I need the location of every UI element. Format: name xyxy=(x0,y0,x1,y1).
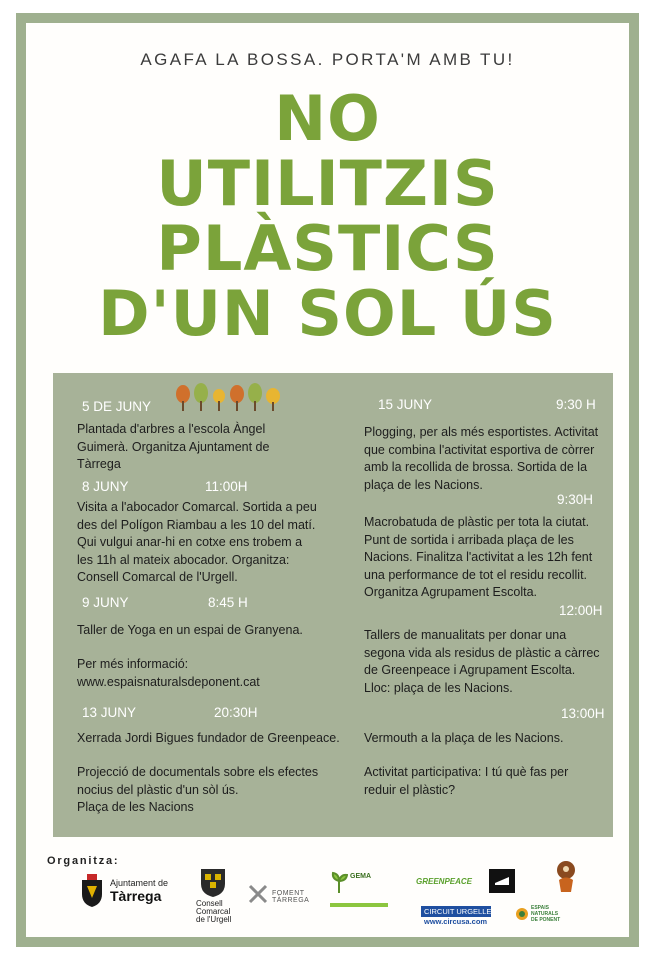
tree-icon xyxy=(230,385,244,411)
film-icon xyxy=(489,869,515,893)
title-line-4: D'UN SOL ÚS xyxy=(98,277,557,350)
event-description: Activitat participativa: I tú què fas per reduir el plàstic? xyxy=(364,765,569,797)
page-title xyxy=(0,82,655,350)
event-description: Taller de Yoga en un espai de Granyena. xyxy=(77,623,303,637)
event-date: 15 JUNY xyxy=(378,397,433,412)
event-description: Visita a l'abocador Comarcal. Sortida a peu des del Polígon Riambau a les 10 del matí. Qui vulgui anar-hi en cotxe ens trobem a les 11h al mateix abocador. Organitza: Consell Comarcal de l'Urgell. xyxy=(77,500,317,584)
tree-icon xyxy=(266,388,280,411)
greenpeace-logo: GREENPEACE xyxy=(416,877,473,886)
tree-icon xyxy=(213,389,225,411)
ajuntament-tarrega-logo: Ajuntament de Tàrrega xyxy=(78,872,173,912)
leaf-icon xyxy=(330,871,348,893)
more-info xyxy=(77,656,260,691)
event-date: 5 DE JUNY xyxy=(82,399,152,414)
event-time: 20:30H xyxy=(214,705,258,720)
event-time: 11:00H xyxy=(205,479,248,494)
title-line-2: UTILITZIS xyxy=(156,147,499,220)
coat-of-arms-icon xyxy=(78,874,106,908)
event-description: Projecció de documentals sobre els efectes nocius del plàstic d'un sòl ús. Plaça de les Nacions xyxy=(77,765,319,814)
event-description: Vermouth a la plaça de les Nacions. xyxy=(364,731,564,745)
film-logo xyxy=(489,869,515,893)
event-time: 9:30H xyxy=(557,492,594,507)
event-time: 8:45 H xyxy=(208,595,248,610)
espais-naturals-logo: ESPAIS NATURALS DE PONENT xyxy=(515,904,565,926)
event-description: Plantada d'arbres a l'escola Àngel Guimerà. Organitza Ajuntament de Tàrrega xyxy=(77,422,270,471)
gema-logo: GEMA xyxy=(330,871,390,911)
tree-icon xyxy=(248,383,262,411)
sun-icon xyxy=(515,907,529,921)
circuit-urgellenc-logo: CIRCUIT URGELLENC www.circusa.com xyxy=(421,906,491,928)
event-date: 13 JUNY xyxy=(82,705,137,720)
event-description: Tallers de manualitats per donar una segona vida als residus de plàstic a càrrec de Greenpeace i Agrupament Escolta. Lloc: plaça de les Nacions. xyxy=(364,628,600,695)
event-description: Xerrada Jordi Bigues fundador de Greenpeace. xyxy=(77,731,340,745)
tree-icon xyxy=(194,383,208,411)
event-time: 13:00H xyxy=(561,706,605,721)
shield-icon xyxy=(200,866,226,898)
event-description: Macrobatuda de plàstic per tota la ciutat. Punt de sortida i arribada plaça de les Nacions. Finalitza l'activitat a les 12h fent una performance de tot el residu recollit. Organitza Agrupament Escolta. xyxy=(364,515,593,599)
consell-comarcal-logo: Consell Comarcal de l'Urgell xyxy=(196,866,241,936)
more-info-label: Per més informació: xyxy=(77,657,189,671)
tree-icon xyxy=(176,385,190,411)
event-date: 9 JUNY xyxy=(82,595,129,610)
foment-tarrega-logo: FOMENT TÀRREGA xyxy=(248,882,323,906)
event-time: 9:30 H xyxy=(556,397,596,412)
x-mark-icon xyxy=(248,884,268,904)
event-date: 8 JUNY xyxy=(82,479,129,494)
title-line-3: PLÀSTICS xyxy=(156,212,499,285)
organizers-label: Organitza: xyxy=(47,855,120,867)
title-line-1: NO xyxy=(274,82,381,155)
more-info-url[interactable]: www.espaisnaturalsdeponent.cat xyxy=(77,674,260,689)
hiker-logo xyxy=(553,860,579,894)
tagline: AGAFA LA BOSSA. PORTA'M AMB TU! xyxy=(140,50,515,69)
autumn-trees-illustration xyxy=(175,383,290,413)
hiker-icon xyxy=(553,860,579,894)
event-description: Plogging, per als més esportistes. Activitat que combina l'activitat esportiva de còrrer amb la recollida de brossa. Sortida de la plaça de les Nacions. xyxy=(364,425,599,492)
event-time: 12:00H xyxy=(559,603,603,618)
